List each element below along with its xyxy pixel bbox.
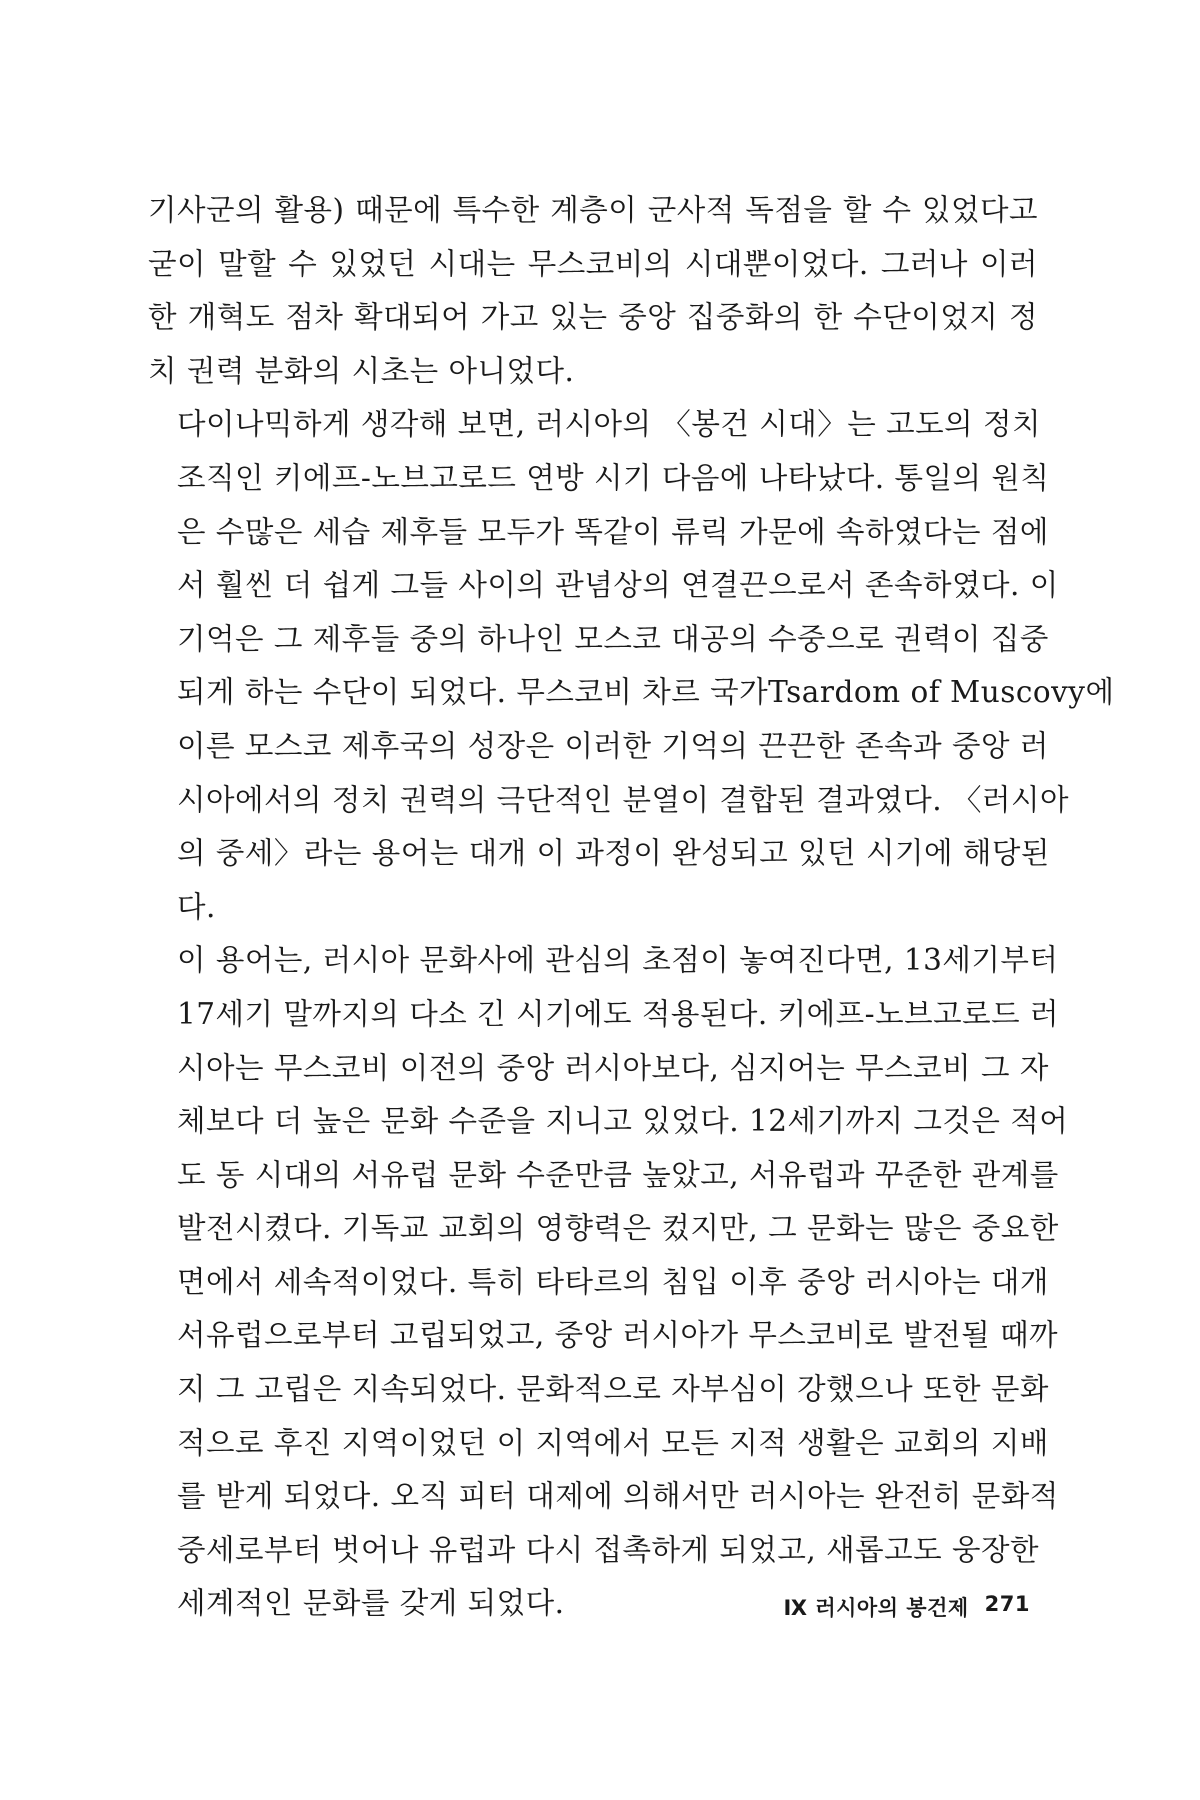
- text-line: 기사군의 활용) 때문에 특수한 계층이 군사적 독점을 할 수 있었다고: [148, 193, 1038, 227]
- running-footer: [730, 1592, 1030, 1622]
- text-line: 중세로부터 벗어나 유럽과 다시 접촉하게 되었고, 새롭고도 웅장한: [177, 1532, 1039, 1567]
- paragraph: [148, 184, 1038, 398]
- text-line: 세계적인 문화를 갖게 되었다.: [177, 1586, 565, 1621]
- text-line: 굳이 말할 수 있었던 시대는 무스코비의 시대뿐이었다. 그러나 이러: [148, 246, 1038, 281]
- text-line: 시아에서의 정치 권력의 극단적인 분열이 결합된 결과였다. 〈러시아: [177, 782, 1069, 817]
- text-line: 이른 모스코 제후국의 성장은 이러한 기억의 끈끈한 존속과 중앙 러: [177, 728, 1049, 763]
- text-line: 도 동 시대의 서유럽 문화 수준만큼 높았고, 서유럽과 꾸준한 관계를: [177, 1157, 1059, 1192]
- text-line: 면에서 세속적이었다. 특히 타타르의 침입 이후 중앙 러시아는 대개: [177, 1264, 1049, 1299]
- paragraph: [148, 934, 1069, 1631]
- text-line: 발전시켰다. 기독교 교회의 영향력은 컸지만, 그 문화는 많은 중요한: [177, 1211, 1059, 1246]
- text-line: 되게 하는 수단이 되었다. 무스코비 차르 국가Tsardom of Muscovy에: [177, 675, 1115, 710]
- page-number: 271: [984, 1592, 1030, 1616]
- text-line: 다.: [177, 889, 216, 924]
- text-line: 치 권력 분화의 시초는 아니었다.: [148, 353, 575, 388]
- text-line: 이 용어는, 러시아 문화사에 관심의 초점이 놓여진다면, 13세기부터: [177, 943, 1059, 978]
- text-line: 17세기 말까지의 다소 긴 시기에도 적용된다. 키에프-노브고로드 러: [177, 996, 1059, 1031]
- text-line: 은 수많은 세습 제후들 모두가 똑같이 류릭 가문에 속하였다는 점에: [177, 514, 1049, 549]
- text-line: 를 받게 되었다. 오직 피터 대제에 의해서만 러시아는 완전히 문화적: [177, 1479, 1059, 1514]
- text-line: 기억은 그 제후들 중의 하나인 모스코 대공의 수중으로 권력이 집중: [177, 621, 1049, 656]
- text-line: 지 그 고립은 지속되었다. 문화적으로 자부심이 강했으나 또한 문화: [177, 1372, 1049, 1407]
- text-line: 한 개혁도 점차 확대되어 가고 있는 중앙 집중화의 한 수단이었지 정: [148, 300, 1038, 335]
- text-line: 의 중세〉라는 용어는 대개 이 과정이 완성되고 있던 시기에 해당된: [177, 836, 1050, 871]
- text-line: 체보다 더 높은 문화 수준을 지니고 있었다. 12세기까지 그것은 적어: [177, 1104, 1069, 1139]
- body-text: [148, 184, 1115, 1631]
- chapter-title: Ⅸ 러시아의 봉건제: [783, 1596, 969, 1620]
- text-line: 시아는 무스코비 이전의 중앙 러시아보다, 심지어는 무스코비 그 자: [177, 1050, 1049, 1085]
- paragraph: [148, 398, 1115, 934]
- text-line: 적으로 후진 지역이었던 이 지역에서 모든 지적 생활은 교회의 지배: [177, 1425, 1049, 1460]
- text-line: 다이나믹하게 생각해 보면, 러시아의 〈봉건 시대〉는 고도의 정치: [177, 407, 1041, 442]
- text-line: 서유럽으로부터 고립되었고, 중앙 러시아가 무스코비로 발전될 때까: [177, 1318, 1059, 1353]
- text-line: 서 훨씬 더 쉽게 그들 사이의 관념상의 연결끈으로서 존속하였다. 이: [177, 568, 1059, 603]
- text-line: 조직인 키에프-노브고로드 연방 시기 다음에 나타났다. 통일의 원칙: [177, 460, 1050, 495]
